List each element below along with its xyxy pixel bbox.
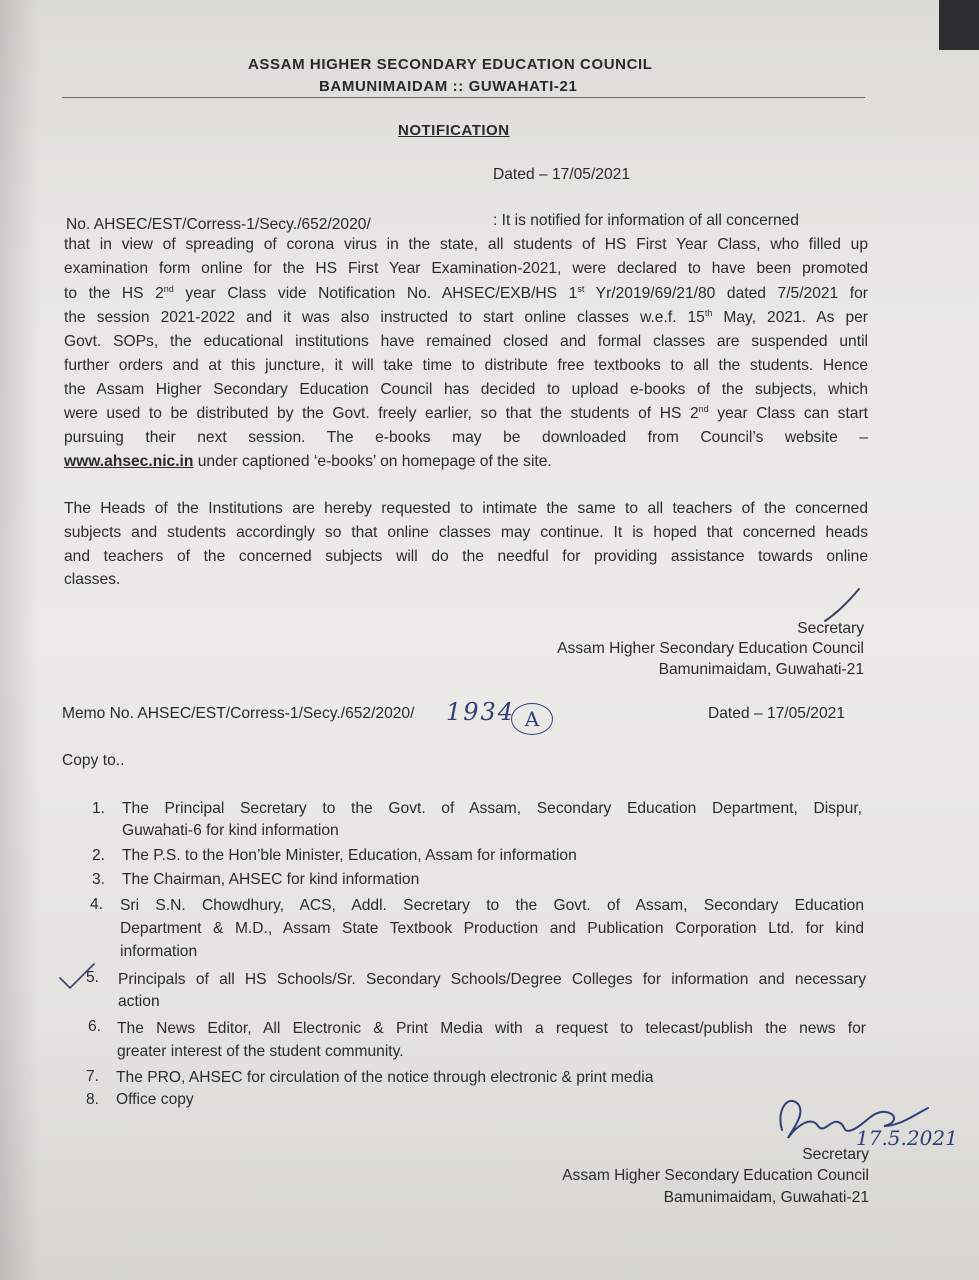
para1-line: were used to be distributed by the Govt. freely earlier, so that the students of HS 2nd year Class can start: [64, 404, 868, 422]
para1-line: examination form online for the HS First Year Examination-2021, were declared to have been promoted: [64, 260, 868, 277]
list-number: 8.: [86, 1091, 100, 1108]
reference-number: No. AHSEC/EST/Corress-1/Secy./652/2020/: [66, 216, 371, 233]
list-item: The Chairman, AHSEC for kind information: [122, 871, 420, 888]
list-item: Principals of all HS Schools/Sr. Secondary Schools/Degree Colleges for information and necessary: [118, 971, 866, 988]
list-item: The P.S. to the Hon’ble Minister, Education, Assam for information: [122, 847, 577, 864]
para1-line: the Assam Higher Secondary Education Council has decided to upload e-books of the subjects, which: [64, 381, 868, 398]
signatory-role: Secretary: [802, 1146, 869, 1163]
list-number: 7.: [86, 1068, 100, 1085]
list-item: Office copy: [116, 1091, 194, 1108]
signatory-place: Bamunimaidam, Guwahati-21: [658, 661, 864, 678]
para2-line: classes.: [64, 571, 121, 588]
para1-line: that in view of spreading of corona virus in the state, all students of HS First Year Class, who filled up: [64, 236, 868, 253]
copy-to-label: Copy to..: [62, 752, 125, 769]
para1-line: the session 2021-2022 and it was also instructed to start online classes w.e.f. 15th May, 2021. As per: [64, 308, 868, 326]
para1-line: pursuing their next session. The e-books may be downloaded from Council’s website –: [64, 429, 868, 446]
para2-line: subjects and students accordingly so that online classes may continue. It is hoped that concerned heads: [64, 524, 868, 541]
para1-line: : It is notified for information of all concerned: [493, 212, 799, 229]
list-number: 2.: [92, 847, 106, 864]
handwritten-date: 17.5.2021: [856, 1126, 958, 1150]
notification-date: Dated – 17/05/2021: [493, 166, 630, 183]
header-rule: [62, 97, 865, 98]
list-item: Sri S.N. Chowdhury, ACS, Addl. Secretary to the Govt. of Assam, Secondary Education: [120, 897, 864, 914]
para1-line: www.ahsec.nic.in under captioned ‘e-books’ on homepage of the site.: [64, 453, 552, 470]
signatory-place: Bamunimaidam, Guwahati-21: [663, 1189, 869, 1206]
list-item: greater interest of the student community.: [117, 1043, 404, 1060]
signature-stroke: [815, 585, 865, 625]
para2-line: and teachers of the concerned subjects will do the needful for providing assistance towards online: [64, 548, 868, 565]
list-item: action: [118, 993, 160, 1010]
para1-line: Govt. SOPs, the educational institutions have remained closed and formal classes are suspended until: [64, 333, 868, 350]
list-item: The Principal Secretary to the Govt. of Assam, Secondary Education Department, Dispur,: [122, 800, 862, 817]
para1-line: to the HS 2nd year Class vide Notification No. AHSEC/EXB/HS 1st Yr/2019/69/21/80 dated 7/5/2021 for: [64, 284, 869, 302]
list-number: 1.: [92, 800, 106, 817]
website-link[interactable]: www.ahsec.nic.in: [64, 453, 194, 470]
signatory-org: Assam Higher Secondary Education Council: [557, 640, 864, 657]
signatory-org: Assam Higher Secondary Education Council: [562, 1167, 869, 1184]
list-item: The PRO, AHSEC for circulation of the notice through electronic & print media: [116, 1069, 654, 1086]
list-number: 3.: [92, 871, 106, 888]
para2-line: The Heads of the Institutions are hereby requested to intimate the same to all teachers of the concerned: [64, 500, 868, 517]
list-item: Guwahati-6 for kind information: [122, 822, 339, 839]
list-number: 4.: [90, 896, 104, 913]
page-shadow: [0, 0, 40, 1280]
background-corner: [939, 0, 979, 50]
list-item: Department & M.D., Assam State Textbook Production and Publication Corporation Ltd. for kind: [120, 920, 864, 937]
list-number: 5.: [86, 969, 100, 986]
org-address: BAMUNIMAIDAM :: GUWAHATI-21: [319, 78, 578, 95]
list-number: 6.: [88, 1018, 102, 1035]
memo-date: Dated – 17/05/2021: [708, 705, 845, 722]
list-item: The News Editor, All Electronic & Print Media with a request to telecast/publish the news for: [117, 1020, 866, 1037]
org-name: ASSAM HIGHER SECONDARY EDUCATION COUNCIL: [248, 56, 653, 73]
signatory-role: Secretary: [797, 620, 864, 637]
handwritten-circled-letter: A: [511, 703, 553, 735]
list-item: information: [120, 943, 198, 960]
memo-number: Memo No. AHSEC/EST/Corress-1/Secy./652/2020/: [62, 705, 415, 722]
page-title: NOTIFICATION: [398, 122, 510, 139]
handwritten-memo-number: 1934: [446, 698, 516, 726]
para1-line: further orders and at this juncture, it will take time to distribute free textbooks to all the students. Hence: [64, 357, 868, 374]
